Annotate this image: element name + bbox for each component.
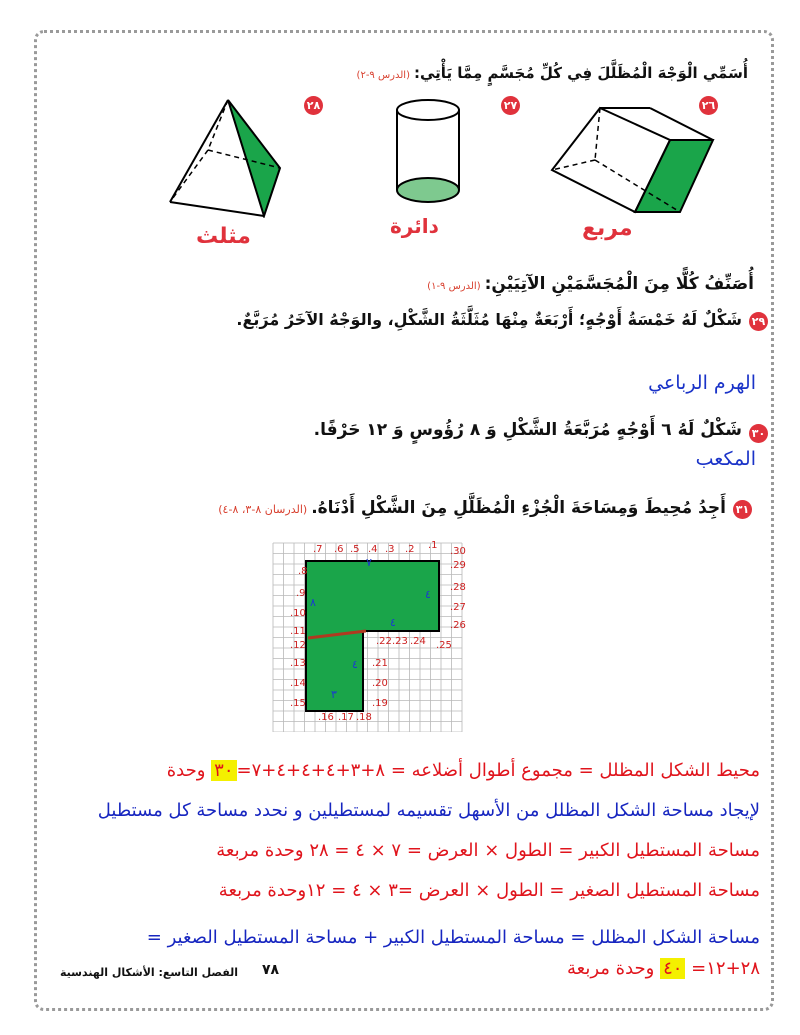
area-result: ٤٠ bbox=[660, 958, 685, 979]
grid-count-label: .30 bbox=[450, 546, 466, 557]
q31-text: أَجِدُ مُحِيطَ وَمِسَاحَةَ الْجُزْءِ الْمُظَلَّلِ مِنَ الشَّكْلِ أَدْنَاهُ.(الدرسان ٨-٣، ٨-٤) bbox=[218, 498, 726, 518]
q30-text: شَكْلٌ لَهُ ٦ أَوْجُهٍ مُرَبَّعَةُ الشَّكْلِ وَ ٨ رُؤُوسٍ وَ ١٢ حَرْفًا. bbox=[313, 420, 742, 440]
grid-count-label: .23 bbox=[392, 636, 408, 647]
grid-count-label: .19 bbox=[372, 698, 388, 709]
q29-answer: الهرم الرباعي bbox=[648, 372, 756, 394]
q31-number: ٣١ bbox=[733, 500, 752, 519]
grid-count-label: .15 bbox=[290, 698, 306, 709]
side-label-inner: ٤ bbox=[390, 616, 396, 629]
side-label-right: ٤ bbox=[425, 588, 431, 601]
grid-count-label: .17 bbox=[338, 712, 354, 723]
grid-count-label: .25 bbox=[436, 640, 452, 651]
grid-count-label: .27 bbox=[450, 602, 466, 613]
grid-count-label: .14 bbox=[290, 678, 306, 689]
grid-count-label: .21 bbox=[372, 658, 388, 669]
grid-count-label: .20 bbox=[372, 678, 388, 689]
section-b-title: أُصَنِّفُ كُلًّا مِنَ الْمُجَسَّمَيْنِ الآتِيَيْنِ:(الدرس ٩-١) bbox=[427, 274, 754, 294]
q30-number: ٣٠ bbox=[749, 424, 768, 443]
grid-count-label: .3 bbox=[385, 544, 395, 555]
q29-number: ٢٩ bbox=[749, 312, 768, 331]
answer-28: مثلث bbox=[196, 224, 251, 249]
grid-count-label: .18 bbox=[356, 712, 372, 723]
grid-count-label: .10 bbox=[290, 608, 306, 619]
section-a-title: أُسَمِّي الْوَجْهَ الْمُظَلَّلَ فِي كُلِّ مُجَسَّمٍ مِمَّا يَأْتِي:(الدرس ٩-٢) bbox=[356, 64, 748, 82]
q28-number: ٢٨ bbox=[304, 96, 323, 115]
q30-answer: المكعب bbox=[695, 448, 756, 470]
grid-count-label: .2 bbox=[405, 544, 415, 555]
grid-figure bbox=[268, 538, 468, 732]
solution-line-5: مساحة الشكل المظلل = مساحة المستطيل الكبير + مساحة المستطيل الصغير = bbox=[146, 927, 760, 948]
grid-count-label: .28 bbox=[450, 582, 466, 593]
grid-count-label: .29 bbox=[450, 560, 466, 571]
side-label-bottom: ٣ bbox=[331, 688, 337, 701]
solution-line-3: مساحة المستطيل الكبير = الطول × العرض = ٧ × ٤ = ٢٨ وحدة مربعة bbox=[216, 840, 760, 861]
grid-count-label: .16 bbox=[318, 712, 334, 723]
grid-count-label: .13 bbox=[290, 658, 306, 669]
solution-line-4: مساحة المستطيل الصغير = الطول × العرض =٣ × ٤ = ١٢وحدة مربعة bbox=[218, 880, 760, 901]
side-label-small-right: ٤ bbox=[352, 658, 358, 671]
side-label-top: ٧ bbox=[366, 556, 372, 569]
grid-count-label: .11 bbox=[290, 626, 306, 637]
q26-number: ٢٦ bbox=[699, 96, 718, 115]
grid-count-label: .8 bbox=[298, 566, 308, 577]
q27-number: ٢٧ bbox=[501, 96, 520, 115]
grid-count-label: .1 bbox=[428, 540, 438, 551]
side-label-left: ٨ bbox=[310, 596, 316, 609]
answer-27: دائرة bbox=[390, 214, 439, 238]
grid-count-label: .9 bbox=[296, 588, 306, 599]
grid-count-label: .4 bbox=[368, 544, 378, 555]
footer-chapter: الفصل التاسع: الأشكال الهندسية bbox=[60, 966, 239, 979]
cylinder-figure bbox=[393, 98, 463, 210]
solution-line-1: محيط الشكل المظلل = مجموع أطوال أضلاعه = ٨+٣+٤+٤+٤+٧=٣٠ وحدة bbox=[166, 760, 760, 781]
pyramid-figure bbox=[168, 98, 288, 218]
footer-page-number: ٧٨ bbox=[262, 962, 280, 978]
solution-line-6: ٢٨+١٢= ٤٠ وحدة مربعة bbox=[567, 958, 760, 979]
grid-count-label: .6 bbox=[334, 544, 344, 555]
grid-count-label: .5 bbox=[350, 544, 360, 555]
prism-figure bbox=[550, 100, 720, 220]
grid-count-label: .24 bbox=[410, 636, 426, 647]
grid-count-label: .7 bbox=[313, 544, 323, 555]
solution-line-2: لإيجاد مساحة الشكل المظلل من الأسهل تقسيمه لمستطيلين و نحدد مساحة كل مستطيل bbox=[97, 800, 760, 821]
grid-count-label: .26 bbox=[450, 620, 466, 631]
grid-count-label: .12 bbox=[290, 640, 306, 651]
answer-26: مربع bbox=[582, 216, 633, 241]
perimeter-result: ٣٠ bbox=[211, 760, 236, 781]
grid-count-label: .22 bbox=[376, 636, 392, 647]
q29-text: شَكْلٌ لَهُ خَمْسَةُ أَوْجُهٍ؛ أَرْبَعَةٌ مِنْهَا مُثَلَّثَةُ الشَّكْلِ، والوَجْهُ الآخَرُ مُرَبَّعٌ. bbox=[236, 310, 742, 329]
